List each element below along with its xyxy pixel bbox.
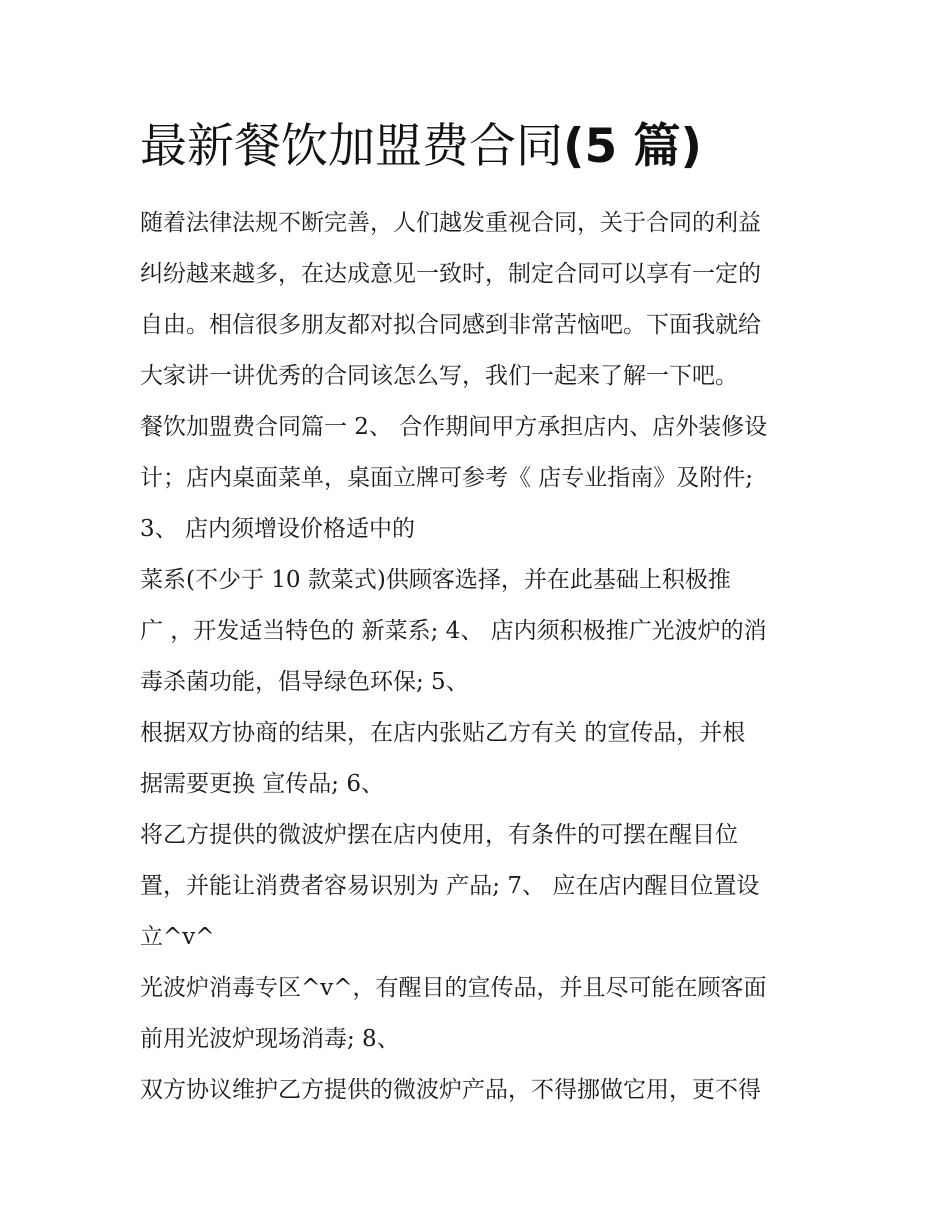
body-line: 3、 店内须增设价格适中的 [140,516,415,542]
body-line: 广 ，开发适当特色的 新菜系; 4、 店内须积极推广光波炉的消 [140,618,767,644]
body-line: 前用光波炉现场消毒; 8、 [140,1026,400,1052]
body-line: 菜系(不少于 10 款菜式)供顾客选择，并在此基础上积极推 [140,567,731,593]
document-title-suffix: (5 篇) [563,119,703,174]
body-line: 光波炉消毒专区^v^，有醒目的宣传品，并且尽可能在顾客面 [140,975,767,1001]
body-line: 根据双方协商的结果，在店内张贴乙方有关 的宣传品，并根 [140,720,746,746]
document-title-main: 最新餐饮加盟费合同 [140,119,563,174]
body-line: 置，并能让消费者容易识别为 产品; 7、 应在店内醒目位置设 [140,873,760,899]
body-line: 毒杀菌功能，倡导绿色环保; 5、 [140,669,469,695]
body-line: 双方协议维护乙方提供的微波炉产品，不得挪做它用，更不得 [140,1077,761,1103]
body-line: 随着法律法规不断完善，人们越发重视合同，关于合同的利益 [140,210,761,236]
body-line: 大家讲一讲优秀的合同该怎么写，我们一起来了解一下吧。 [140,363,738,389]
body-line: 自由。相信很多朋友都对拟合同感到非常苦恼吧。下面我就给 [140,312,761,338]
body-line: 纠纷越来越多，在达成意见一致时，制定合同可以享有一定的 [140,261,761,287]
body-line: 立^v^ [140,924,215,950]
document-body [140,198,820,1116]
body-line: 餐饮加盟费合同篇一 2、 合作期间甲方承担店内、店外装修设 [140,414,768,440]
document-title [140,112,702,182]
body-line: 据需要更换 宣传品; 6、 [140,771,385,797]
body-line: 将乙方提供的微波炉摆在店内使用，有条件的可摆在醒目位 [140,822,738,848]
body-line: 计；店内桌面菜单，桌面立牌可参考《 店专业指南》及附件; [140,465,754,491]
